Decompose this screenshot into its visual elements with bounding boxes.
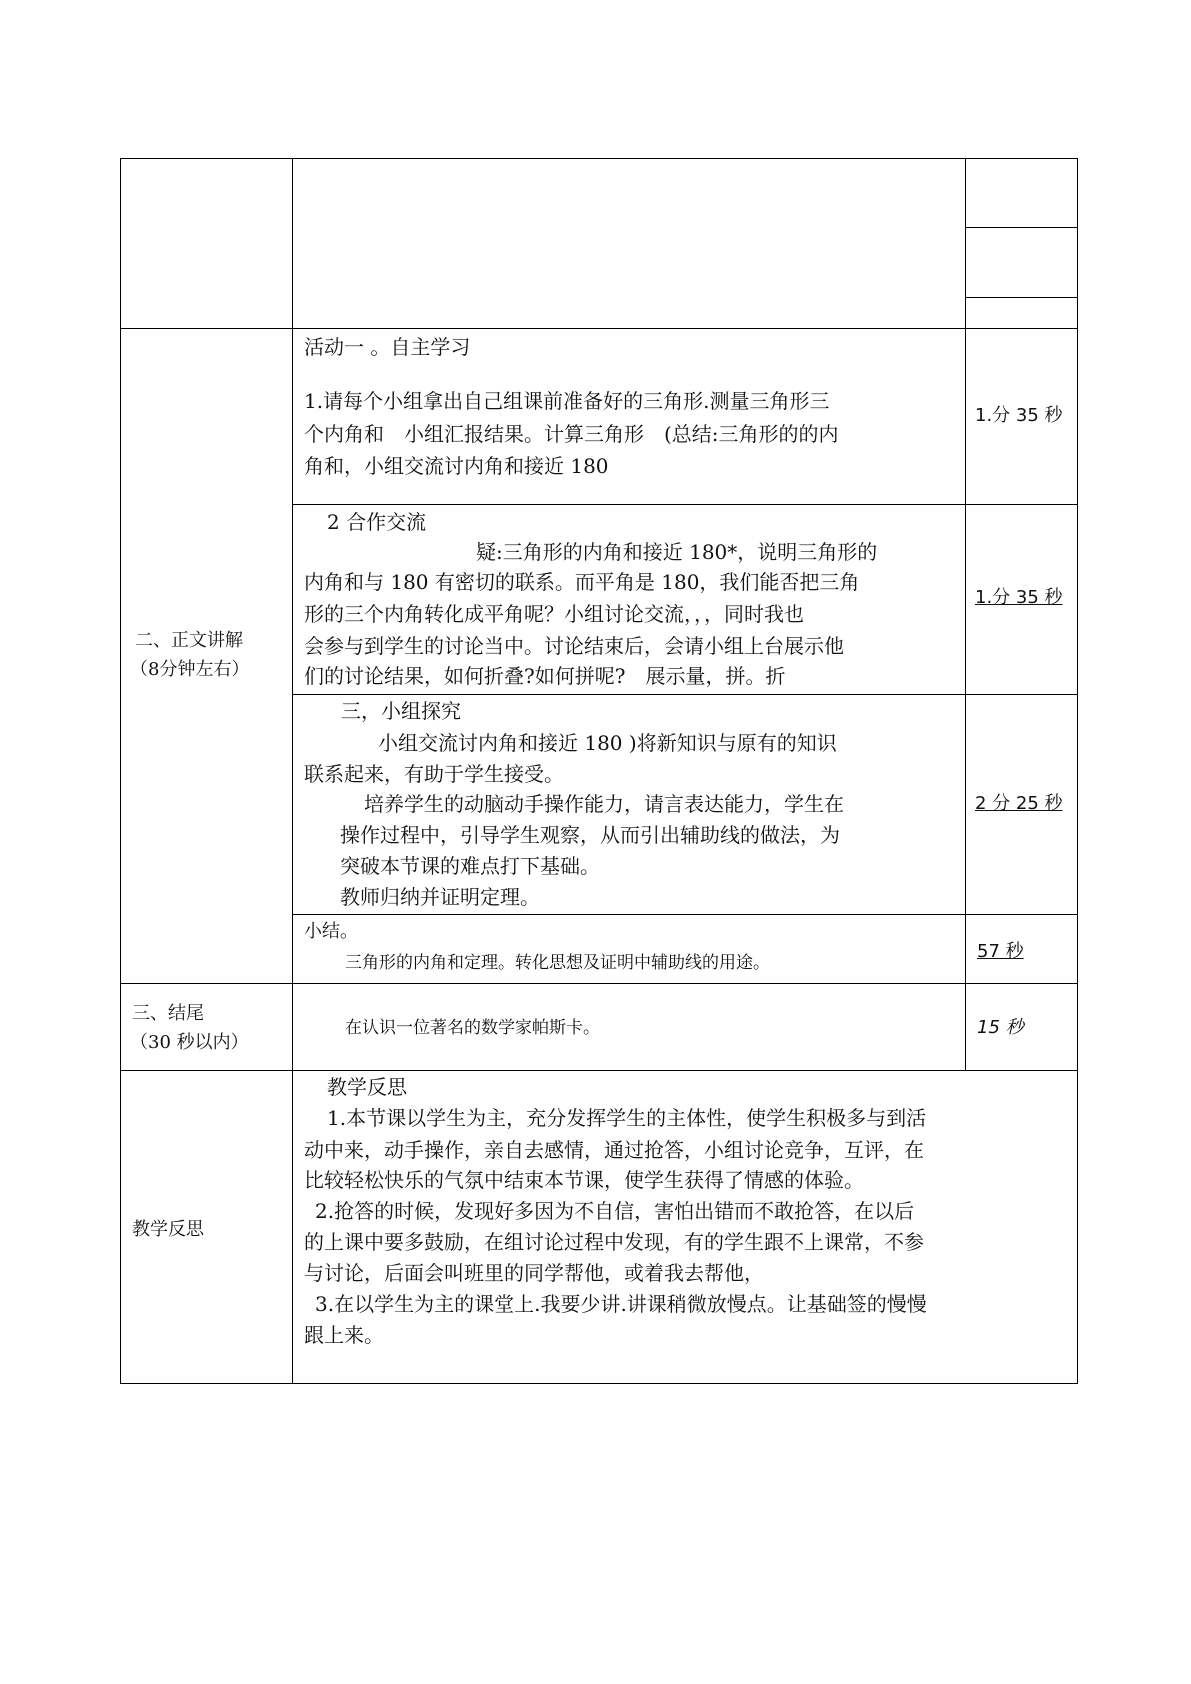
- reflection-line: 跟上来。: [304, 1323, 384, 1347]
- activity2-title: 2 合作交流: [327, 510, 427, 534]
- activity3-line: 突破本节课的难点打下基础。: [340, 854, 600, 878]
- reflection-line: 与讨论，后面会叫班里的同学帮他，或着我去帮他，: [304, 1261, 764, 1285]
- section3-time: 15 秒: [977, 1017, 1024, 1038]
- activity3-line: 联系起来，有助于学生接受。: [304, 762, 564, 786]
- activity3-line: 小组交流讨内角和接近 180 )将新知识与原有的知识: [378, 731, 837, 755]
- activity2-line: 们的讨论结果，如何折叠?如何拼呢? 展示量，拼。折: [304, 664, 786, 688]
- activity2-line: 内角和与 180 有密切的联系。而平角是 180，我们能否把三角: [304, 570, 860, 594]
- reflection-line: 的上课中要多鼓励，在组讨论过程中发现，有的学生跟不上课常，不参: [304, 1230, 924, 1254]
- section3-content: 在认识一位著名的数学家帕斯卡。: [345, 1018, 600, 1038]
- row-divider: [120, 1070, 1078, 1071]
- summary-line: 三角形的内角和定理。转化思想及证明中辅助线的用途。: [345, 953, 770, 973]
- cell-divider: [292, 914, 1078, 915]
- cell-divider: [965, 227, 1078, 228]
- section3-label: 三、结尾: [132, 1003, 204, 1024]
- table-border-right: [1077, 158, 1078, 1384]
- reflection-label: 教学反思: [132, 1219, 204, 1240]
- reflection-line: 3.在以学生为主的课堂上.我要少讲.讲课稍微放慢点。让基础签的慢慢: [315, 1292, 927, 1316]
- cell-divider: [292, 694, 1078, 695]
- activity2-line: 疑:三角形的内角和接近 180*，说明三角形的: [476, 540, 878, 564]
- activity1-line: 角和，小组交流讨内角和接近 180: [304, 454, 609, 478]
- activity1-line: 1.请每个小组拿出自己组课前准备好的三角形.测量三角形三: [304, 389, 830, 413]
- reflection-line: 比较轻松快乐的气氛中结束本节课，使学生获得了情感的体验。: [304, 1168, 864, 1192]
- activity2-line: 会参与到学生的讨论当中。讨论结束后，会请小组上台展示他: [304, 634, 844, 658]
- reflection-line: 1.本节课以学生为主，充分发挥学生的主体性，使学生积极多与到活: [327, 1106, 927, 1130]
- activity1-title: 活动一 。自主学习: [304, 335, 471, 359]
- reflection-title: 教学反思: [327, 1075, 407, 1099]
- row-divider: [120, 983, 1078, 984]
- activity3-title: 三，小组探究: [341, 699, 461, 723]
- activity3-time: 2 分 25 秒: [975, 793, 1063, 814]
- summary-time: 57 秒: [977, 941, 1024, 962]
- column-divider: [965, 158, 966, 1071]
- table-border-bottom: [120, 1383, 1078, 1384]
- activity1-line: 个内角和 小组汇报结果。计算三角形 (总结:三角形的的内: [304, 422, 839, 446]
- reflection-line: 2.抢答的时候，发现好多因为不自信，害怕出错而不敢抢答，在以后: [315, 1199, 915, 1223]
- section2-sublabel: （8分钟左右）: [130, 659, 250, 680]
- row-divider: [120, 328, 1078, 329]
- activity2-line: 形的三个内角转化成平角呢？小组讨论交流，，，同时我也: [304, 602, 804, 626]
- table-border-top: [120, 158, 1078, 159]
- summary-title: 小结。: [304, 921, 358, 942]
- activity3-line: 操作过程中，引导学生观察，从而引出辅助线的做法，为: [340, 823, 840, 847]
- column-divider: [292, 158, 293, 1384]
- table-border-left: [120, 158, 121, 1384]
- cell-divider: [965, 297, 1078, 298]
- reflection-line: 动中来，动手操作，亲自去感情，通过抢答，小组讨论竞争，互评，在: [304, 1138, 924, 1162]
- activity3-line: 培养学生的动脑动手操作能力，请言表达能力，学生在: [364, 792, 844, 816]
- section3-sublabel: （30 秒以内）: [130, 1032, 249, 1053]
- activity2-time: 1.分 35 秒: [975, 587, 1063, 608]
- activity3-line: 教师归纳并证明定理。: [340, 885, 540, 909]
- cell-divider: [292, 504, 1078, 505]
- activity1-time: 1.分 35 秒: [975, 405, 1063, 426]
- section2-label: 二、正文讲解: [135, 630, 243, 651]
